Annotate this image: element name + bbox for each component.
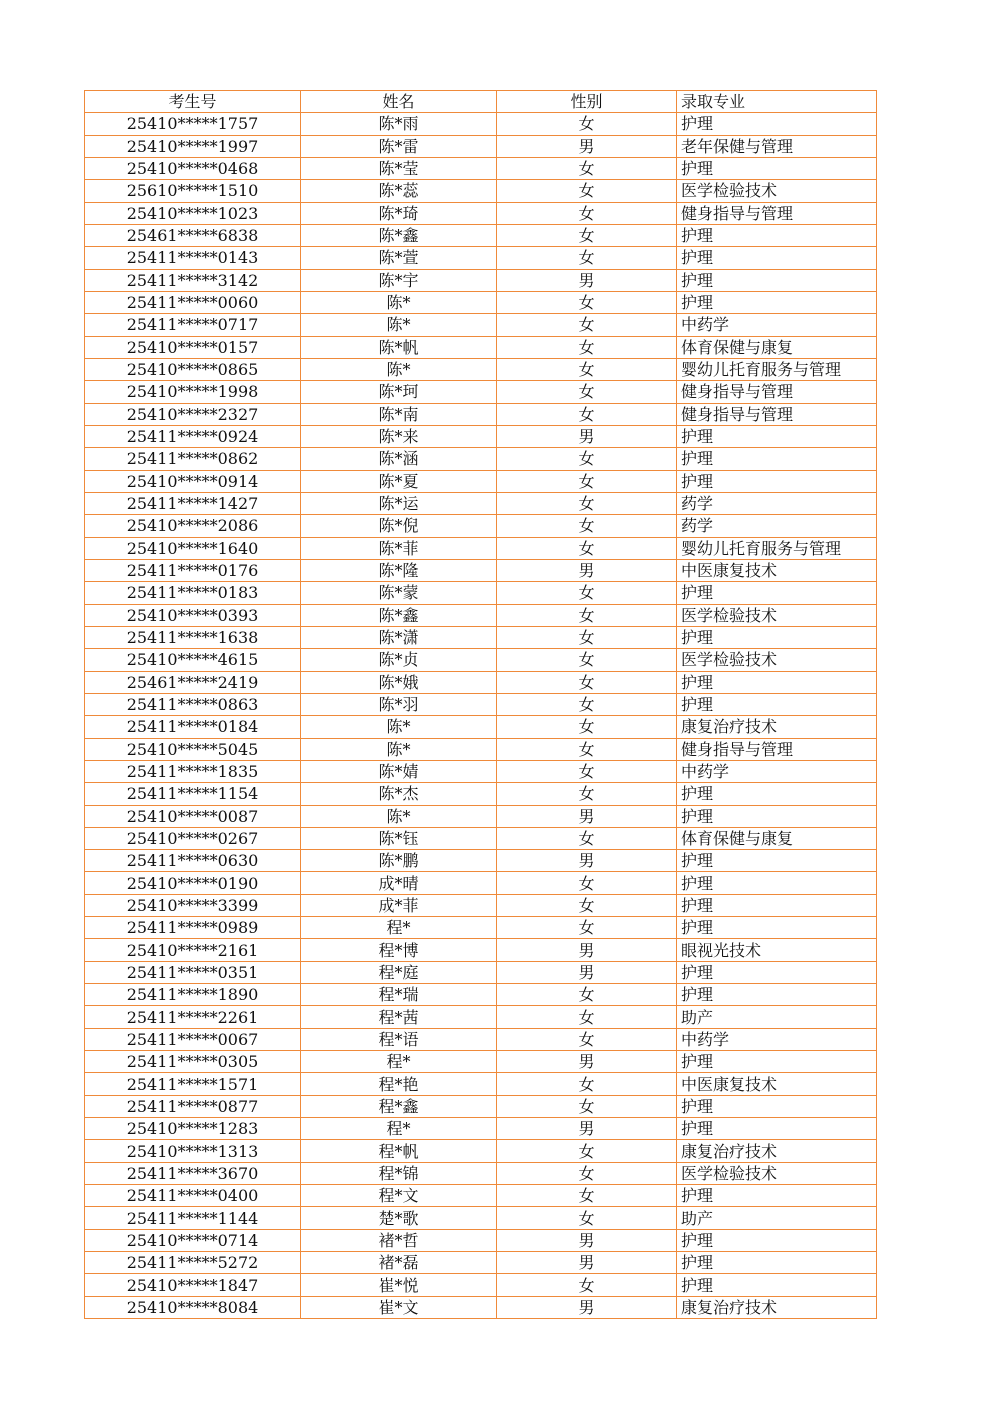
major-cell: 护理 xyxy=(677,917,877,939)
major-cell: 健身指导与管理 xyxy=(677,202,877,224)
major-cell: 医学检验技术 xyxy=(677,649,877,671)
exam-number-cell: 25411*****1571 xyxy=(85,1073,301,1095)
exam-number-cell: 25411*****0143 xyxy=(85,247,301,269)
gender-cell: 女 xyxy=(497,1162,677,1184)
table-row xyxy=(85,1252,877,1274)
gender-cell: 女 xyxy=(497,1095,677,1117)
major-cell: 护理 xyxy=(677,448,877,470)
exam-number-cell: 25411*****0400 xyxy=(85,1185,301,1207)
gender-cell: 男 xyxy=(497,850,677,872)
gender-cell: 女 xyxy=(497,1274,677,1296)
major-cell: 护理 xyxy=(677,269,877,291)
major-cell: 护理 xyxy=(677,1274,877,1296)
table-row xyxy=(85,381,877,403)
student-name-cell: 陈*鑫 xyxy=(301,604,497,626)
student-name-cell: 陈*鹏 xyxy=(301,850,497,872)
student-name-cell: 楚*歌 xyxy=(301,1207,497,1229)
student-name-cell: 陈*娥 xyxy=(301,671,497,693)
student-name-cell: 陈*莹 xyxy=(301,157,497,179)
table-row xyxy=(85,1185,877,1207)
table-row xyxy=(85,157,877,179)
table-row xyxy=(85,783,877,805)
table-row xyxy=(85,113,877,135)
gender-cell: 男 xyxy=(497,135,677,157)
gender-cell: 女 xyxy=(497,1140,677,1162)
gender-cell: 女 xyxy=(497,693,677,715)
table-row xyxy=(85,224,877,246)
exam-number-cell: 25411*****0060 xyxy=(85,291,301,313)
table-row xyxy=(85,738,877,760)
student-name-cell: 陈*婧 xyxy=(301,760,497,782)
exam-number-cell: 25411*****5272 xyxy=(85,1252,301,1274)
exam-number-cell: 25410*****2327 xyxy=(85,403,301,425)
exam-number-cell: 25411*****3670 xyxy=(85,1162,301,1184)
exam-number-cell: 25411*****0351 xyxy=(85,961,301,983)
table-row xyxy=(85,291,877,313)
student-name-cell: 陈*琦 xyxy=(301,202,497,224)
major-cell: 婴幼儿托育服务与管理 xyxy=(677,537,877,559)
student-name-cell: 陈*蕊 xyxy=(301,180,497,202)
major-cell: 护理 xyxy=(677,1118,877,1140)
major-cell: 健身指导与管理 xyxy=(677,738,877,760)
table-row xyxy=(85,358,877,380)
major-cell: 护理 xyxy=(677,783,877,805)
gender-cell: 女 xyxy=(497,180,677,202)
table-row xyxy=(85,202,877,224)
student-name-cell: 陈*南 xyxy=(301,403,497,425)
student-name-cell: 陈*雷 xyxy=(301,135,497,157)
gender-cell: 女 xyxy=(497,894,677,916)
gender-cell: 女 xyxy=(497,291,677,313)
table-row xyxy=(85,1118,877,1140)
exam-number-cell: 25411*****0183 xyxy=(85,582,301,604)
major-cell: 康复治疗技术 xyxy=(677,716,877,738)
table-row xyxy=(85,671,877,693)
exam-number-cell: 25411*****0863 xyxy=(85,693,301,715)
major-cell: 护理 xyxy=(677,291,877,313)
gender-cell: 女 xyxy=(497,470,677,492)
exam-number-cell: 25410*****5045 xyxy=(85,738,301,760)
table-row xyxy=(85,180,877,202)
student-name-cell: 陈* xyxy=(301,805,497,827)
gender-cell: 女 xyxy=(497,247,677,269)
exam-number-cell: 25410*****2161 xyxy=(85,939,301,961)
major-cell: 康复治疗技术 xyxy=(677,1140,877,1162)
gender-cell: 女 xyxy=(497,1006,677,1028)
exam-number-cell: 25410*****2086 xyxy=(85,515,301,537)
major-cell: 药学 xyxy=(677,492,877,514)
student-name-cell: 陈*潇 xyxy=(301,626,497,648)
gender-cell: 女 xyxy=(497,403,677,425)
table-row xyxy=(85,805,877,827)
gender-cell: 女 xyxy=(497,716,677,738)
major-cell: 康复治疗技术 xyxy=(677,1296,877,1318)
major-cell: 助产 xyxy=(677,1006,877,1028)
major-cell: 助产 xyxy=(677,1207,877,1229)
table-row xyxy=(85,1229,877,1251)
exam-number-cell: 25411*****0184 xyxy=(85,716,301,738)
major-cell: 护理 xyxy=(677,961,877,983)
table-row xyxy=(85,716,877,738)
student-name-cell: 陈* xyxy=(301,358,497,380)
student-name-cell: 程*庭 xyxy=(301,961,497,983)
table-row xyxy=(85,1296,877,1318)
table-row xyxy=(85,760,877,782)
gender-cell: 女 xyxy=(497,202,677,224)
major-cell: 护理 xyxy=(677,582,877,604)
student-name-cell: 陈*杰 xyxy=(301,783,497,805)
student-name-cell: 程*艳 xyxy=(301,1073,497,1095)
major-cell: 护理 xyxy=(677,805,877,827)
table-row xyxy=(85,247,877,269)
major-cell: 健身指导与管理 xyxy=(677,403,877,425)
table-row xyxy=(85,1095,877,1117)
gender-cell: 女 xyxy=(497,1028,677,1050)
gender-cell: 女 xyxy=(497,1073,677,1095)
exam-number-cell: 25411*****0877 xyxy=(85,1095,301,1117)
gender-cell: 女 xyxy=(497,984,677,1006)
exam-number-cell: 25411*****0305 xyxy=(85,1051,301,1073)
student-name-cell: 崔*文 xyxy=(301,1296,497,1318)
major-cell: 药学 xyxy=(677,515,877,537)
gender-cell: 男 xyxy=(497,805,677,827)
gender-cell: 女 xyxy=(497,113,677,135)
table-row xyxy=(85,939,877,961)
table-row xyxy=(85,492,877,514)
table-row xyxy=(85,537,877,559)
table-row xyxy=(85,448,877,470)
major-cell: 老年保健与管理 xyxy=(677,135,877,157)
table-row xyxy=(85,403,877,425)
major-cell: 护理 xyxy=(677,470,877,492)
table-row xyxy=(85,850,877,872)
table-row xyxy=(85,1140,877,1162)
exam-number-cell: 25411*****1835 xyxy=(85,760,301,782)
table-row xyxy=(85,269,877,291)
gender-cell: 女 xyxy=(497,358,677,380)
major-cell: 体育保健与康复 xyxy=(677,827,877,849)
student-name-cell: 程*帆 xyxy=(301,1140,497,1162)
exam-number-cell: 25410*****0190 xyxy=(85,872,301,894)
student-name-cell: 陈*运 xyxy=(301,492,497,514)
exam-number-cell: 25411*****1890 xyxy=(85,984,301,1006)
major-cell: 健身指导与管理 xyxy=(677,381,877,403)
student-name-cell: 陈* xyxy=(301,291,497,313)
gender-cell: 女 xyxy=(497,783,677,805)
gender-cell: 男 xyxy=(497,1252,677,1274)
major-cell: 医学检验技术 xyxy=(677,604,877,626)
exam-number-cell: 25410*****1023 xyxy=(85,202,301,224)
exam-number-cell: 25411*****1144 xyxy=(85,1207,301,1229)
gender-cell: 女 xyxy=(497,224,677,246)
major-cell: 护理 xyxy=(677,425,877,447)
exam-number-cell: 25410*****0714 xyxy=(85,1229,301,1251)
exam-number-cell: 25411*****0989 xyxy=(85,917,301,939)
table-row xyxy=(85,961,877,983)
exam-number-cell: 25411*****0630 xyxy=(85,850,301,872)
student-name-cell: 程*鑫 xyxy=(301,1095,497,1117)
student-name-cell: 程*语 xyxy=(301,1028,497,1050)
exam-number-cell: 25410*****1998 xyxy=(85,381,301,403)
exam-number-cell: 25411*****0862 xyxy=(85,448,301,470)
gender-cell: 女 xyxy=(497,1185,677,1207)
table-row xyxy=(85,604,877,626)
student-name-cell: 陈* xyxy=(301,314,497,336)
student-name-cell: 陈*来 xyxy=(301,425,497,447)
student-name-cell: 陈*钰 xyxy=(301,827,497,849)
major-cell: 中药学 xyxy=(677,760,877,782)
table-row xyxy=(85,336,877,358)
gender-cell: 男 xyxy=(497,939,677,961)
gender-cell: 女 xyxy=(497,738,677,760)
table-row xyxy=(85,894,877,916)
gender-cell: 男 xyxy=(497,269,677,291)
major-cell: 护理 xyxy=(677,626,877,648)
student-name-cell: 陈*贞 xyxy=(301,649,497,671)
student-name-cell: 陈*萱 xyxy=(301,247,497,269)
table-row xyxy=(85,1006,877,1028)
major-cell: 护理 xyxy=(677,247,877,269)
gender-cell: 女 xyxy=(497,872,677,894)
header-name: 姓名 xyxy=(301,91,497,113)
major-cell: 护理 xyxy=(677,1095,877,1117)
exam-number-cell: 25410*****0157 xyxy=(85,336,301,358)
major-cell: 护理 xyxy=(677,1051,877,1073)
student-name-cell: 成*菲 xyxy=(301,894,497,916)
major-cell: 中药学 xyxy=(677,314,877,336)
exam-number-cell: 25411*****0924 xyxy=(85,425,301,447)
student-name-cell: 崔*悦 xyxy=(301,1274,497,1296)
gender-cell: 女 xyxy=(497,381,677,403)
student-name-cell: 陈*珂 xyxy=(301,381,497,403)
major-cell: 中药学 xyxy=(677,1028,877,1050)
exam-number-cell: 25410*****1313 xyxy=(85,1140,301,1162)
major-cell: 护理 xyxy=(677,671,877,693)
student-name-cell: 程*文 xyxy=(301,1185,497,1207)
gender-cell: 女 xyxy=(497,827,677,849)
header-exam-number: 考生号 xyxy=(85,91,301,113)
exam-number-cell: 25410*****0914 xyxy=(85,470,301,492)
student-name-cell: 陈*涵 xyxy=(301,448,497,470)
student-name-cell: 程*茜 xyxy=(301,1006,497,1028)
table-row xyxy=(85,1073,877,1095)
major-cell: 中医康复技术 xyxy=(677,1073,877,1095)
table-row xyxy=(85,693,877,715)
table-row xyxy=(85,135,877,157)
table-row xyxy=(85,582,877,604)
student-name-cell: 程*瑞 xyxy=(301,984,497,1006)
major-cell: 中医康复技术 xyxy=(677,559,877,581)
gender-cell: 女 xyxy=(497,626,677,648)
major-cell: 医学检验技术 xyxy=(677,1162,877,1184)
exam-number-cell: 25410*****8084 xyxy=(85,1296,301,1318)
student-name-cell: 褚*磊 xyxy=(301,1252,497,1274)
table-row xyxy=(85,1274,877,1296)
exam-number-cell: 25411*****1638 xyxy=(85,626,301,648)
gender-cell: 女 xyxy=(497,1207,677,1229)
student-name-cell: 陈* xyxy=(301,738,497,760)
gender-cell: 男 xyxy=(497,559,677,581)
major-cell: 医学检验技术 xyxy=(677,180,877,202)
student-name-cell: 陈*宇 xyxy=(301,269,497,291)
exam-number-cell: 25410*****0267 xyxy=(85,827,301,849)
gender-cell: 男 xyxy=(497,1118,677,1140)
student-name-cell: 陈*倪 xyxy=(301,515,497,537)
exam-number-cell: 25410*****0087 xyxy=(85,805,301,827)
exam-number-cell: 25411*****3142 xyxy=(85,269,301,291)
table-row xyxy=(85,917,877,939)
exam-number-cell: 25410*****0393 xyxy=(85,604,301,626)
exam-number-cell: 25411*****2261 xyxy=(85,1006,301,1028)
header-gender: 性别 xyxy=(497,91,677,113)
admission-list-sheet xyxy=(84,90,876,1319)
table-row xyxy=(85,1207,877,1229)
student-name-cell: 陈*鑫 xyxy=(301,224,497,246)
gender-cell: 女 xyxy=(497,671,677,693)
table-row xyxy=(85,1162,877,1184)
major-cell: 护理 xyxy=(677,113,877,135)
exam-number-cell: 25410*****1997 xyxy=(85,135,301,157)
major-cell: 护理 xyxy=(677,157,877,179)
exam-number-cell: 25411*****1154 xyxy=(85,783,301,805)
gender-cell: 男 xyxy=(497,1296,677,1318)
table-row xyxy=(85,515,877,537)
major-cell: 护理 xyxy=(677,894,877,916)
student-name-cell: 陈*羽 xyxy=(301,693,497,715)
exam-number-cell: 25411*****0176 xyxy=(85,559,301,581)
student-name-cell: 褚*哲 xyxy=(301,1229,497,1251)
table-row xyxy=(85,1028,877,1050)
student-name-cell: 陈* xyxy=(301,716,497,738)
gender-cell: 女 xyxy=(497,537,677,559)
student-name-cell: 程* xyxy=(301,1051,497,1073)
major-cell: 护理 xyxy=(677,1229,877,1251)
table-row xyxy=(85,984,877,1006)
gender-cell: 女 xyxy=(497,582,677,604)
student-name-cell: 程* xyxy=(301,917,497,939)
gender-cell: 女 xyxy=(497,492,677,514)
student-name-cell: 程*博 xyxy=(301,939,497,961)
student-name-cell: 陈*菲 xyxy=(301,537,497,559)
student-name-cell: 程*锦 xyxy=(301,1162,497,1184)
student-name-cell: 陈*隆 xyxy=(301,559,497,581)
gender-cell: 女 xyxy=(497,917,677,939)
gender-cell: 男 xyxy=(497,1229,677,1251)
student-name-cell: 陈*雨 xyxy=(301,113,497,135)
table-row xyxy=(85,827,877,849)
gender-cell: 女 xyxy=(497,314,677,336)
table-row xyxy=(85,872,877,894)
exam-number-cell: 25411*****0067 xyxy=(85,1028,301,1050)
exam-number-cell: 25410*****1640 xyxy=(85,537,301,559)
gender-cell: 女 xyxy=(497,336,677,358)
student-name-cell: 陈*蒙 xyxy=(301,582,497,604)
exam-number-cell: 25410*****4615 xyxy=(85,649,301,671)
student-name-cell: 程* xyxy=(301,1118,497,1140)
exam-number-cell: 25461*****6838 xyxy=(85,224,301,246)
admission-table xyxy=(84,90,877,1319)
major-cell: 护理 xyxy=(677,984,877,1006)
table-row xyxy=(85,559,877,581)
exam-number-cell: 25410*****3399 xyxy=(85,894,301,916)
major-cell: 眼视光技术 xyxy=(677,939,877,961)
major-cell: 婴幼儿托育服务与管理 xyxy=(677,358,877,380)
table-row xyxy=(85,314,877,336)
header-major: 录取专业 xyxy=(677,91,877,113)
gender-cell: 女 xyxy=(497,448,677,470)
header-row xyxy=(85,91,877,113)
exam-number-cell: 25410*****1757 xyxy=(85,113,301,135)
exam-number-cell: 25410*****1847 xyxy=(85,1274,301,1296)
exam-number-cell: 25610*****1510 xyxy=(85,180,301,202)
student-name-cell: 陈*帆 xyxy=(301,336,497,358)
student-name-cell: 成*晴 xyxy=(301,872,497,894)
exam-number-cell: 25411*****0717 xyxy=(85,314,301,336)
table-row xyxy=(85,425,877,447)
major-cell: 护理 xyxy=(677,872,877,894)
gender-cell: 男 xyxy=(497,425,677,447)
major-cell: 护理 xyxy=(677,1185,877,1207)
table-row xyxy=(85,626,877,648)
exam-number-cell: 25410*****0865 xyxy=(85,358,301,380)
table-row xyxy=(85,1051,877,1073)
major-cell: 护理 xyxy=(677,1252,877,1274)
gender-cell: 女 xyxy=(497,649,677,671)
gender-cell: 男 xyxy=(497,961,677,983)
table-row xyxy=(85,649,877,671)
major-cell: 护理 xyxy=(677,850,877,872)
student-name-cell: 陈*夏 xyxy=(301,470,497,492)
gender-cell: 女 xyxy=(497,157,677,179)
exam-number-cell: 25411*****1427 xyxy=(85,492,301,514)
gender-cell: 女 xyxy=(497,760,677,782)
exam-number-cell: 25461*****2419 xyxy=(85,671,301,693)
gender-cell: 男 xyxy=(497,1051,677,1073)
major-cell: 护理 xyxy=(677,224,877,246)
exam-number-cell: 25410*****1283 xyxy=(85,1118,301,1140)
major-cell: 体育保健与康复 xyxy=(677,336,877,358)
major-cell: 护理 xyxy=(677,693,877,715)
table-row xyxy=(85,470,877,492)
exam-number-cell: 25410*****0468 xyxy=(85,157,301,179)
gender-cell: 女 xyxy=(497,604,677,626)
gender-cell: 女 xyxy=(497,515,677,537)
